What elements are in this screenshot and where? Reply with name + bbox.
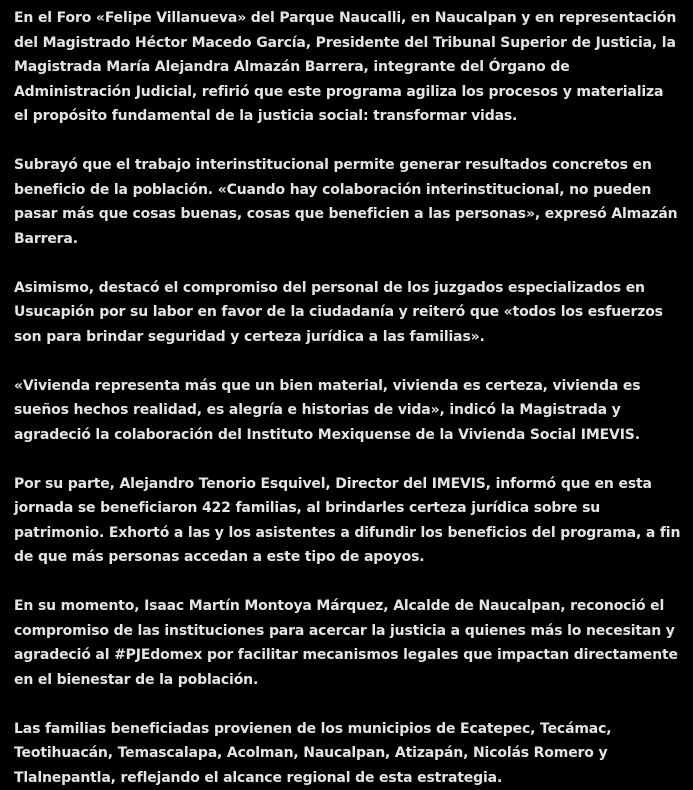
article-paragraph: Subrayó que el trabajo interinstitucional permite generar resultados concretos en beneficio de la población. «Cuando hay colaboración interinstitucional, no pueden pasar más que cosas buenas, cosas que beneficien a las personas», expresó Almazán Barrera. [14,153,681,251]
article-paragraph: En su momento, Isaac Martín Montoya Márquez, Alcalde de Naucalpan, reconoció el compromiso de las instituciones para acercar la justicia a quienes más lo necesitan y agradeció al #PJEdomex por facilitar mecanismos legales que impactan directamente en el bienestar de la población. [14,594,681,692]
article-paragraph: «Vivienda representa más que un bien material, vivienda es certeza, vivienda es sueños hechos realidad, es alegría e historias de vida», indicó la Magistrada y agradeció la colaboración del Instituto Mexiquense de la Vivienda Social IMEVIS. [14,374,681,448]
article-paragraph: Por su parte, Alejandro Tenorio Esquivel, Director del IMEVIS, informó que en esta jornada se beneficiaron 422 familias, al brindarles certeza jurídica sobre su patrimonio. Exhortó a las y los asistentes a difundir los beneficios del programa, a fin de que más personas accedan a este tipo de apoyos. [14,472,681,570]
article-paragraph: Las familias beneficiadas provienen de los municipios de Ecatepec, Tecámac, Teotihuacán, Temascalapa, Acolman, Naucalpan, Atizapán, Nicolás Romero y Tlalnepantla, reflejando el alcance regional de esta estrategia. [14,717,681,790]
article-paragraph: Asimismo, destacó el compromiso del personal de los juzgados especializados en Usucapión por su labor en favor de la ciudadanía y reiteró que «todos los esfuerzos son para brindar seguridad y certeza jurídica a las familias». [14,276,681,350]
article-paragraph: En el Foro «Felipe Villanueva» del Parque Naucalli, en Naucalpan y en representación del Magistrado Héctor Macedo García, Presidente del Tribunal Superior de Justicia, la Magistrada María Alejandra Almazán Barrera, integrante del Órgano de Administración Judicial, refirió que este programa agiliza los procesos y materializa el propósito fundamental de la justicia social: transformar vidas. [14,6,681,129]
